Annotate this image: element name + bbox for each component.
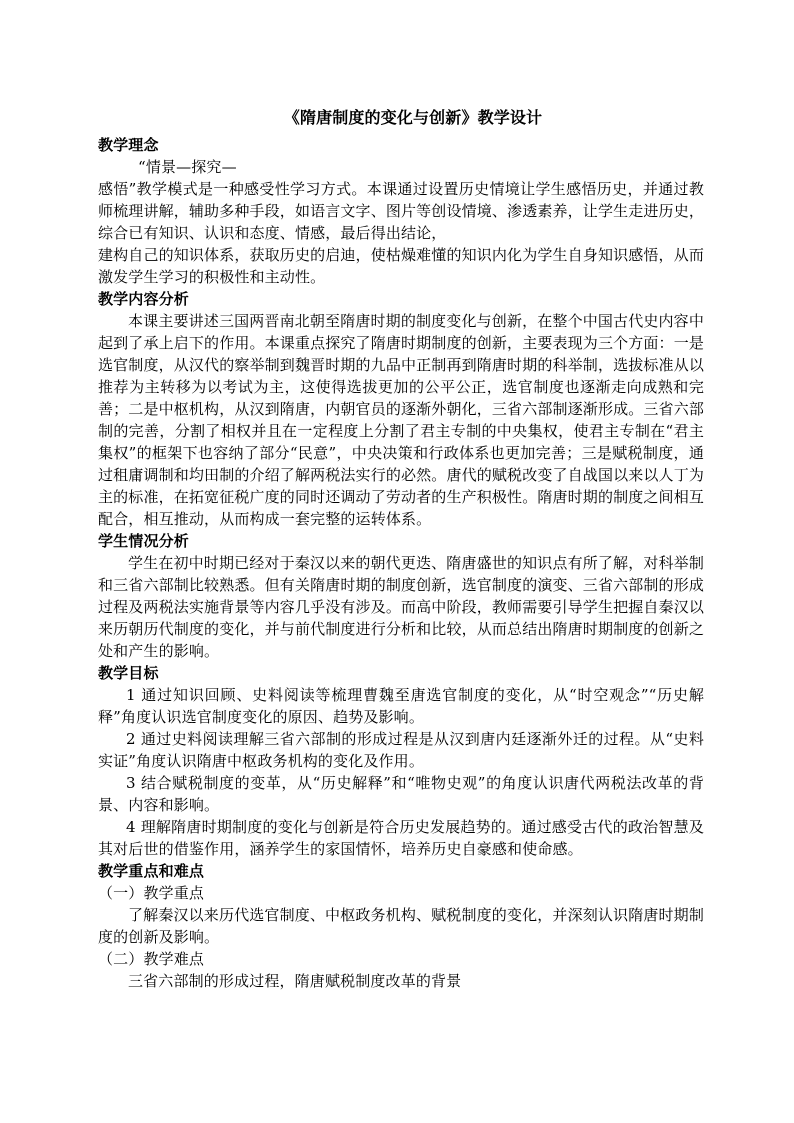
section-heading-objectives: 教学目标 [98, 664, 159, 682]
section-heading-student-analysis: 学生情况分析 [98, 532, 189, 550]
objective-item-1: 1 通过知识回顾、史料阅读等梳理曹魏至唐选官制度的变化，从“时空观念”“历史解释”角度认识选官制度变化的原因、趋势及影响。 [98, 686, 704, 726]
student-analysis-paragraph: 学生在初中时期已经对于秦汉以来的朝代更迭、隋唐盛世的知识点有所了解，对科举制和三省六部制比较熟悉。但有关隋唐时期的制度创新，选官制度的演变、三省六部制的形成过程及两税法实施背景等内容几乎没有涉及。而高中阶段，教师需要引导学生把握自秦汉以来历朝历代制度的变化，并与前代制度进行分析和比较，从而总结出隋唐时期制度的创新之处和产生的影响。 [98, 554, 705, 660]
section-heading-key-points: 教学重点和难点 [98, 862, 205, 880]
document-title: 《隋唐制度的变化与创新》教学设计 [283, 108, 543, 127]
section-heading-philosophy: 教学理念 [98, 136, 159, 154]
objective-item-2: 2 通过史料阅读理解三省六部制的形成过程是从汉到唐内廷逐渐外迁的过程。从“史料实证”角度认识隋唐中枢政务机构的变化及作用。 [98, 730, 704, 770]
philosophy-line-1: “情景—探究— [138, 158, 237, 176]
content-analysis-paragraph: 本课主要讲述三国两晋南北朝至隋唐时期的制度变化与创新，在整个中国古代史内容中起到了承上启下的作用。本课重点探究了隋唐时期制度的创新，主要表现为三个方面：一是选官制度，从汉代的察举制到魏晋时期的九品中正制再到隋唐时期的科举制，选拔标准从以推荐为主转移为以考试为主，这使得选拔更加的公平公正，选官制度也逐渐走向成熟和完善；二是中枢机构，从汉到隋唐，内朝官员的逐渐外朝化，三省六部制逐渐形成。三省六部制的完善，分割了相权并且在一定程度上分割了君主专制的中央集权，使君主专制在“君主集权”的框架下也容纳了部分“民意”，中央决策和行政体系也更加完善；三是赋税制度，通过租庸调制和均田制的介绍了解两税法实行的必然。唐代的赋税改变了自战国以来以人丁为主的标准，在拓宽征税广度的同时还调动了劳动者的生产积极性。隋唐时期的制度之间相互配合，相互推动，从而构成一套完整的运转体系。 [98, 312, 705, 528]
key-points-sub-label-1: （一）教学重点 [98, 884, 205, 902]
objective-item-3: 3 结合赋税制度的变革，从“历史解释”和“唯物史观”的角度认识唐代两税法改革的背景、内容和影响。 [98, 774, 704, 814]
philosophy-paragraph-1: 感悟”教学模式是一种感受性学习方式。本课通过设置历史情境让学生感悟历史，并通过教师梳理讲解，辅助多种手段，如语言文字、图片等创设情境、渗透素养，让学生走进历史，综合已有知识、认识和态度、情感，最后得出结论， [98, 180, 705, 242]
key-points-sub-paragraph-1: 了解秦汉以来历代选官制度、中枢政务机构、赋税制度的变化，并深刻认识隋唐时期制度的创新及影响。 [98, 906, 704, 946]
document-body [98, 106, 704, 992]
key-points-sub-paragraph-2: 三省六部制的形成过程，隋唐赋税制度改革的背景 [128, 972, 462, 990]
objective-item-4: 4 理解隋唐时期制度的变化与创新是符合历史发展趋势的。通过感受古代的政治智慧及其对后世的借鉴作用，涵养学生的家国情怀，培养历史自豪感和使命感。 [98, 818, 704, 858]
section-heading-content-analysis: 教学内容分析 [98, 290, 189, 308]
philosophy-paragraph-2: 建构自己的知识体系，获取历史的启迪，使枯燥难懂的知识内化为学生自身知识感悟，从而激发学生学习的积极性和主动性。 [98, 246, 705, 286]
key-points-sub-label-2: （二）教学难点 [98, 950, 205, 968]
